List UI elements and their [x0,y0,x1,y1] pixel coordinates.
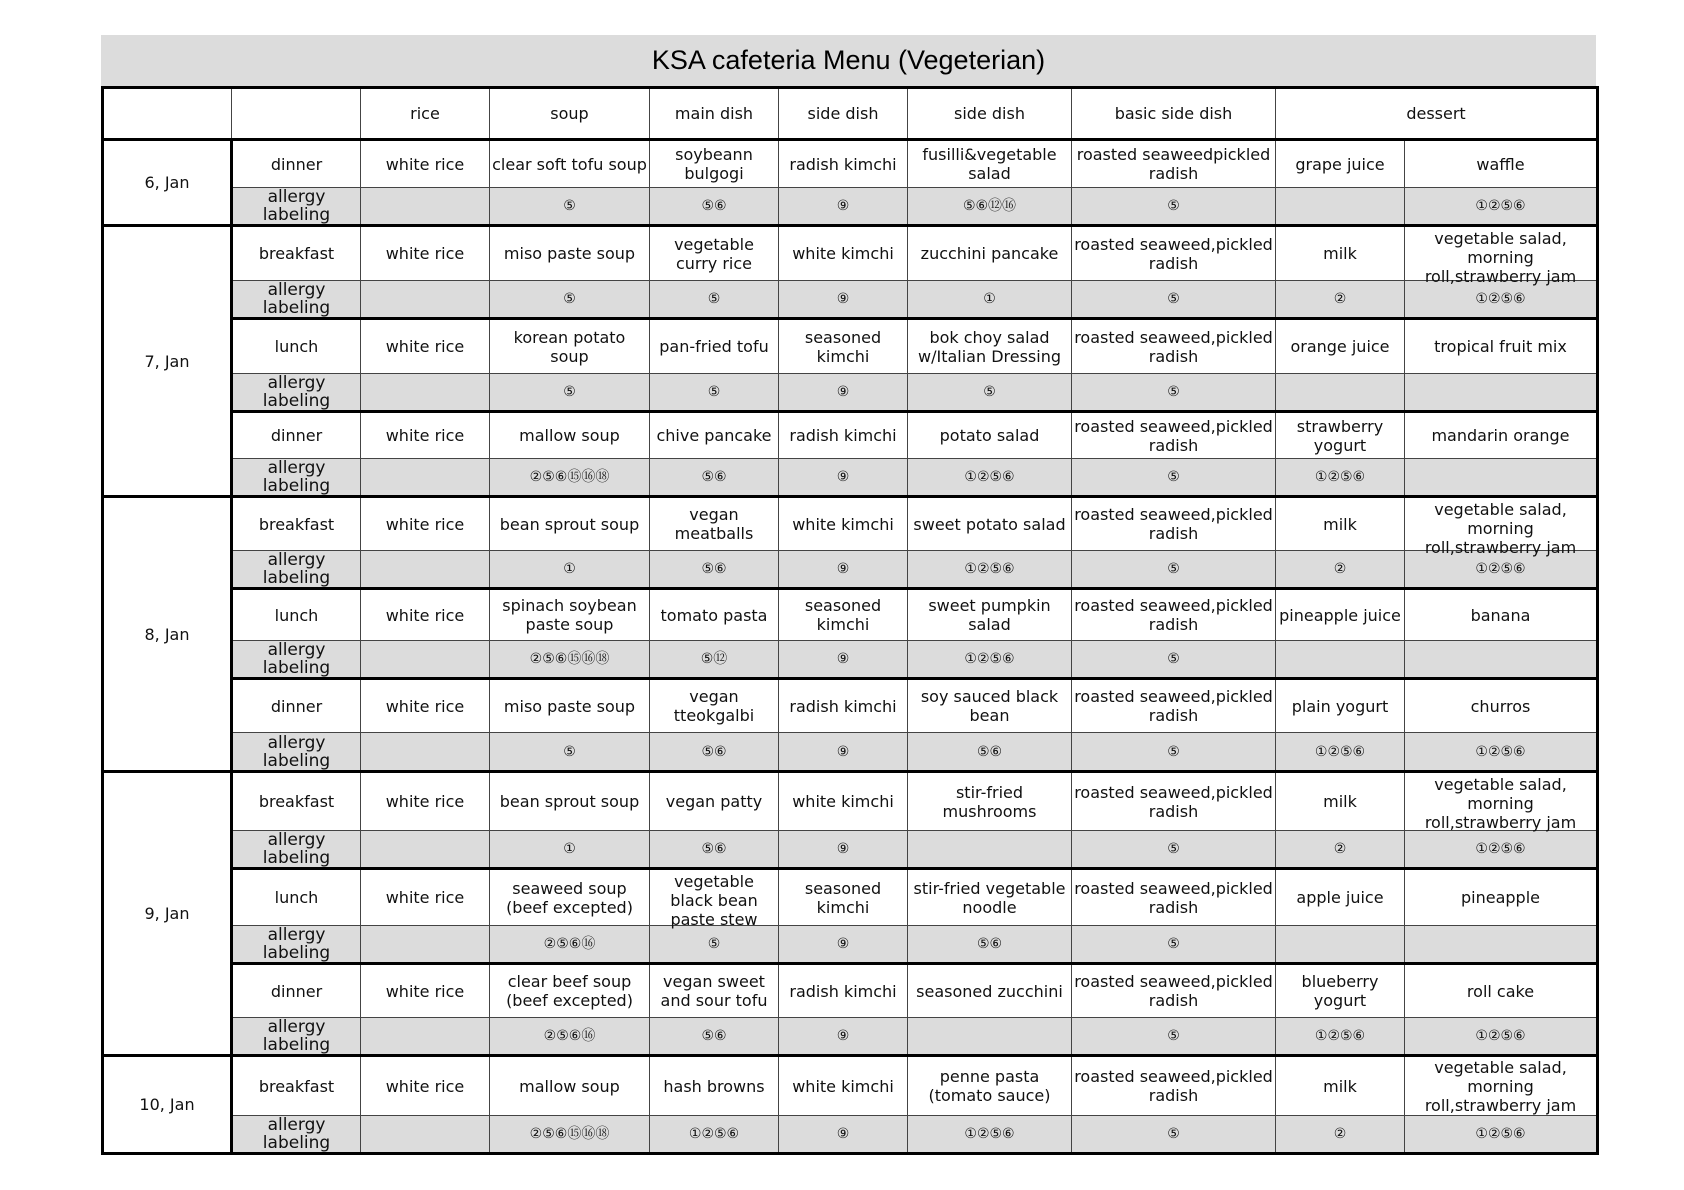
allergy-code: ⑤ [490,374,650,412]
menu-item-text: vegetable black bean paste stew [670,872,758,929]
allergy-code [361,188,490,226]
allergy-code [361,1116,490,1154]
meal-row [103,772,1598,831]
column-header: main dish [650,88,779,140]
menu-item: seasoned kimchi [779,869,908,926]
menu-item-text: vegetable salad, morning roll,strawberry jam [1424,229,1577,286]
allergy-code: ①②⑤⑥ [1276,459,1405,497]
allergy-code [361,733,490,772]
menu-item: white kimchi [779,226,908,281]
allergy-code [361,374,490,412]
menu-item: penne pasta (tomato sauce) [908,1056,1072,1116]
header-row [103,88,1598,140]
menu-item: white rice [361,869,490,926]
allergy-code: ⑨ [779,1116,908,1154]
menu-item: tomato pasta [650,589,779,641]
allergy-label: allergy labeling [232,926,361,964]
menu-item: white kimchi [779,497,908,551]
menu-item: hash browns [650,1056,779,1116]
menu-item: stir-fried mushrooms [908,772,1072,831]
menu-item: radish kimchi [779,140,908,188]
menu-item: miso paste soup [490,226,650,281]
allergy-code: ①②⑤⑥ [908,1116,1072,1154]
allergy-code: ⑤⑫ [650,641,779,679]
column-header: side dish [908,88,1072,140]
date-cell: 8, Jan [103,497,232,772]
allergy-code: ⑤ [908,374,1072,412]
allergy-code: ①②⑤⑥ [1405,831,1598,869]
allergy-row [103,281,1598,319]
allergy-code: ⑨ [779,641,908,679]
menu-item: seaweed soup (beef excepted) [490,869,650,926]
menu-item: roasted seaweedpickled radish [1072,140,1276,188]
menu-item: milk [1276,497,1405,551]
allergy-label: allergy labeling [232,1018,361,1056]
column-header: dessert [1276,88,1598,140]
allergy-row [103,374,1598,412]
allergy-code: ①②⑤⑥ [908,641,1072,679]
allergy-code: ①②⑤⑥ [1276,1018,1405,1056]
allergy-code: ⑨ [779,281,908,319]
allergy-code [1276,188,1405,226]
menu-item: white rice [361,679,490,733]
menu-item: miso paste soup [490,679,650,733]
allergy-code: ⑤ [1072,1018,1276,1056]
menu-item: strawberry yogurt [1276,412,1405,459]
allergy-row [103,641,1598,679]
menu-item: korean potato soup [490,319,650,374]
allergy-code: ①②⑤⑥ [1276,733,1405,772]
allergy-code [1405,926,1598,964]
allergy-row [103,733,1598,772]
meal-name: lunch [232,869,361,926]
menu-item: roasted seaweed,pickled radish [1072,319,1276,374]
allergy-code: ⑤⑥⑫⑯ [908,188,1072,226]
allergy-code: ⑤ [1072,188,1276,226]
meal-name: lunch [232,319,361,374]
menu-item: vegetable salad, morning roll,strawberry jam [1405,1056,1598,1116]
allergy-code: ⑤ [1072,551,1276,589]
menu-item: sweet pumpkin salad [908,589,1072,641]
allergy-code: ② [1276,1116,1405,1154]
menu-item [650,869,779,929]
menu-item [1405,772,1598,831]
menu-item: white rice [361,1056,490,1116]
allergy-row [103,926,1598,964]
allergy-code: ⑨ [779,1018,908,1056]
menu-item: banana [1405,589,1598,641]
allergy-code [361,831,490,869]
allergy-code: ⑤ [1072,374,1276,412]
allergy-code: ①②⑤⑥ [1405,1116,1598,1154]
allergy-code: ①②⑤⑥ [908,551,1072,589]
menu-item: white rice [361,964,490,1018]
meal-name: breakfast [232,226,361,281]
allergy-code: ①②⑤⑥ [1405,281,1598,319]
meal-name: dinner [232,140,361,188]
allergy-code [361,641,490,679]
meal-row [103,964,1598,1018]
allergy-code: ② [1276,281,1405,319]
menu-item: white rice [361,772,490,831]
menu-item: vegan meatballs [650,497,779,551]
menu-item: vegan tteokgalbi [650,679,779,733]
menu-item-text: vegetable salad, morning roll,strawberry jam [1424,500,1577,557]
allergy-label: allergy labeling [232,188,361,226]
allergy-code: ⑤⑥ [650,188,779,226]
menu-item: blueberry yogurt [1276,964,1405,1018]
allergy-code: ⑨ [779,733,908,772]
allergy-code [1405,374,1598,412]
menu-item: spinach soybean paste soup [490,589,650,641]
allergy-code: ① [490,831,650,869]
menu-item: white rice [361,226,490,281]
meal-name: breakfast [232,497,361,551]
allergy-code [361,551,490,589]
allergy-code: ⑤ [1072,281,1276,319]
allergy-code: ② [1276,551,1405,589]
allergy-code [908,831,1072,869]
menu-item: white rice [361,497,490,551]
allergy-code: ②⑤⑥⑯ [490,926,650,964]
allergy-row [103,831,1598,869]
allergy-code: ① [908,281,1072,319]
menu-item: bean sprout soup [490,772,650,831]
menu-item: soybeann bulgogi [650,140,779,188]
menu-item [1405,497,1598,557]
menu-item: vegetable curry rice [650,226,779,281]
allergy-code [361,459,490,497]
allergy-label: allergy labeling [232,733,361,772]
allergy-row [103,551,1598,589]
allergy-code [1276,374,1405,412]
menu-item: vegan sweet and sour tofu [650,964,779,1018]
menu-item: clear soft tofu soup [490,140,650,188]
menu-item: roasted seaweed,pickled radish [1072,412,1276,459]
menu-item: orange juice [1276,319,1405,374]
meal-row [103,869,1598,926]
allergy-code: ①②⑤⑥ [1405,188,1598,226]
menu-item: roasted seaweed,pickled radish [1072,497,1276,551]
allergy-code: ⑨ [779,374,908,412]
meal-row [103,589,1598,641]
allergy-code: ⑤⑥ [650,831,779,869]
menu-item: white rice [361,319,490,374]
menu-item: tropical fruit mix [1405,319,1598,374]
allergy-code: ①②⑤⑥ [1405,733,1598,772]
menu-item: seasoned zucchini [908,964,1072,1018]
allergy-code: ⑤⑥ [650,551,779,589]
menu-item: plain yogurt [1276,679,1405,733]
meal-row [103,319,1598,374]
menu-item: seasoned kimchi [779,319,908,374]
menu-item: roll cake [1405,964,1598,1018]
menu-item: vegan patty [650,772,779,831]
allergy-code [361,281,490,319]
allergy-row [103,188,1598,226]
allergy-label: allergy labeling [232,459,361,497]
column-header: side dish [779,88,908,140]
menu-item: bean sprout soup [490,497,650,551]
allergy-code: ② [1276,831,1405,869]
column-header: soup [490,88,650,140]
allergy-code: ①②⑤⑥ [908,459,1072,497]
menu-item: chive pancake [650,412,779,459]
allergy-code: ⑤ [1072,1116,1276,1154]
allergy-code: ⑨ [779,459,908,497]
allergy-code: ②⑤⑥⑯ [490,1018,650,1056]
allergy-code: ⑤ [1072,641,1276,679]
allergy-code: ⑨ [779,926,908,964]
allergy-code: ⑤⑥ [650,459,779,497]
menu-item: mallow soup [490,1056,650,1116]
allergy-code: ⑤ [490,281,650,319]
menu-item: potato salad [908,412,1072,459]
menu-item: pan-fried tofu [650,319,779,374]
meal-name: dinner [232,964,361,1018]
allergy-label: allergy labeling [232,281,361,319]
meal-row [103,497,1598,551]
column-header: rice [361,88,490,140]
allergy-code [1276,641,1405,679]
menu-item: milk [1276,226,1405,281]
menu-item: grape juice [1276,140,1405,188]
menu-item: fusilli&vegetable salad [908,140,1072,188]
menu-item: roasted seaweed,pickled radish [1072,964,1276,1018]
allergy-row [103,1116,1598,1154]
allergy-code: ①②⑤⑥ [1405,1018,1598,1056]
date-cell: 10, Jan [103,1056,232,1154]
allergy-code [361,1018,490,1056]
allergy-code: ⑤⑥ [908,733,1072,772]
allergy-code: ②⑤⑥⑮⑯⑱ [490,459,650,497]
allergy-code: ①②⑤⑥ [650,1116,779,1154]
menu-item: clear beef soup (beef excepted) [490,964,650,1018]
menu-item: roasted seaweed,pickled radish [1072,1056,1276,1116]
menu-item: mallow soup [490,412,650,459]
date-cell: 9, Jan [103,772,232,1056]
menu-item: waffle [1405,140,1598,188]
allergy-label: allergy labeling [232,551,361,589]
allergy-code [1405,641,1598,679]
allergy-code: ⑤ [1072,459,1276,497]
allergy-code: ⑨ [779,551,908,589]
menu-item: radish kimchi [779,412,908,459]
allergy-code: ①②⑤⑥ [1405,551,1598,589]
menu-item: pineapple juice [1276,589,1405,641]
allergy-code [361,926,490,964]
menu-item: white rice [361,589,490,641]
allergy-code: ⑤⑥ [908,926,1072,964]
allergy-code: ⑨ [779,831,908,869]
menu-item: apple juice [1276,869,1405,926]
date-cell: 7, Jan [103,226,232,497]
menu-item: churros [1405,679,1598,733]
menu-item: radish kimchi [779,964,908,1018]
allergy-row [103,1018,1598,1056]
menu-item: roasted seaweed,pickled radish [1072,226,1276,281]
allergy-code [1405,459,1598,497]
allergy-code: ⑤ [490,188,650,226]
meal-name: dinner [232,412,361,459]
meal-name: breakfast [232,772,361,831]
allergy-code: ②⑤⑥⑮⑯⑱ [490,1116,650,1154]
menu-item: white kimchi [779,772,908,831]
allergy-code [908,1018,1072,1056]
allergy-label: allergy labeling [232,374,361,412]
allergy-code: ⑤ [650,374,779,412]
menu-item: milk [1276,772,1405,831]
column-header: basic side dish [1072,88,1276,140]
meal-row [103,140,1598,188]
allergy-label: allergy labeling [232,1116,361,1154]
allergy-code: ⑤ [650,926,779,964]
column-header [232,88,361,140]
meal-row [103,226,1598,281]
menu-item: milk [1276,1056,1405,1116]
menu-item: seasoned kimchi [779,589,908,641]
menu-item: white rice [361,140,490,188]
allergy-code: ⑤ [1072,831,1276,869]
menu-item-text: vegetable salad, morning roll,strawberry jam [1424,775,1577,832]
menu-item: soy sauced black bean [908,679,1072,733]
meal-name: lunch [232,589,361,641]
allergy-code: ① [490,551,650,589]
column-header [103,88,232,140]
meal-row [103,412,1598,459]
allergy-code: ⑤ [1072,926,1276,964]
page-title: KSA cafeteria Menu (Vegeterian) [101,35,1596,86]
menu-table [101,86,1599,1155]
meal-row [103,679,1598,733]
menu-item: roasted seaweed,pickled radish [1072,772,1276,831]
menu-item: white rice [361,412,490,459]
menu-item: bok choy salad w/Italian Dressing [908,319,1072,374]
allergy-code [1276,926,1405,964]
allergy-code: ⑤⑥ [650,733,779,772]
allergy-code: ⑤ [650,281,779,319]
menu-item: roasted seaweed,pickled radish [1072,589,1276,641]
menu-item: roasted seaweed,pickled radish [1072,679,1276,733]
allergy-code: ⑨ [779,188,908,226]
menu-item: radish kimchi [779,679,908,733]
menu-item: roasted seaweed,pickled radish [1072,869,1276,926]
allergy-code: ⑤ [490,733,650,772]
menu-item: white kimchi [779,1056,908,1116]
menu-item: mandarin orange [1405,412,1598,459]
allergy-code: ⑤ [1072,733,1276,772]
menu-item [1405,226,1598,286]
allergy-code: ⑤⑥ [650,1018,779,1056]
allergy-label: allergy labeling [232,831,361,869]
menu-item: sweet potato salad [908,497,1072,551]
meal-row [103,1056,1598,1116]
allergy-label: allergy labeling [232,641,361,679]
menu-item: stir-fried vegetable noodle [908,869,1072,926]
menu-item: pineapple [1405,869,1598,926]
allergy-code: ②⑤⑥⑮⑯⑱ [490,641,650,679]
meal-name: dinner [232,679,361,733]
meal-name: breakfast [232,1056,361,1116]
date-cell: 6, Jan [103,140,232,226]
allergy-row [103,459,1598,497]
menu-item: zucchini pancake [908,226,1072,281]
